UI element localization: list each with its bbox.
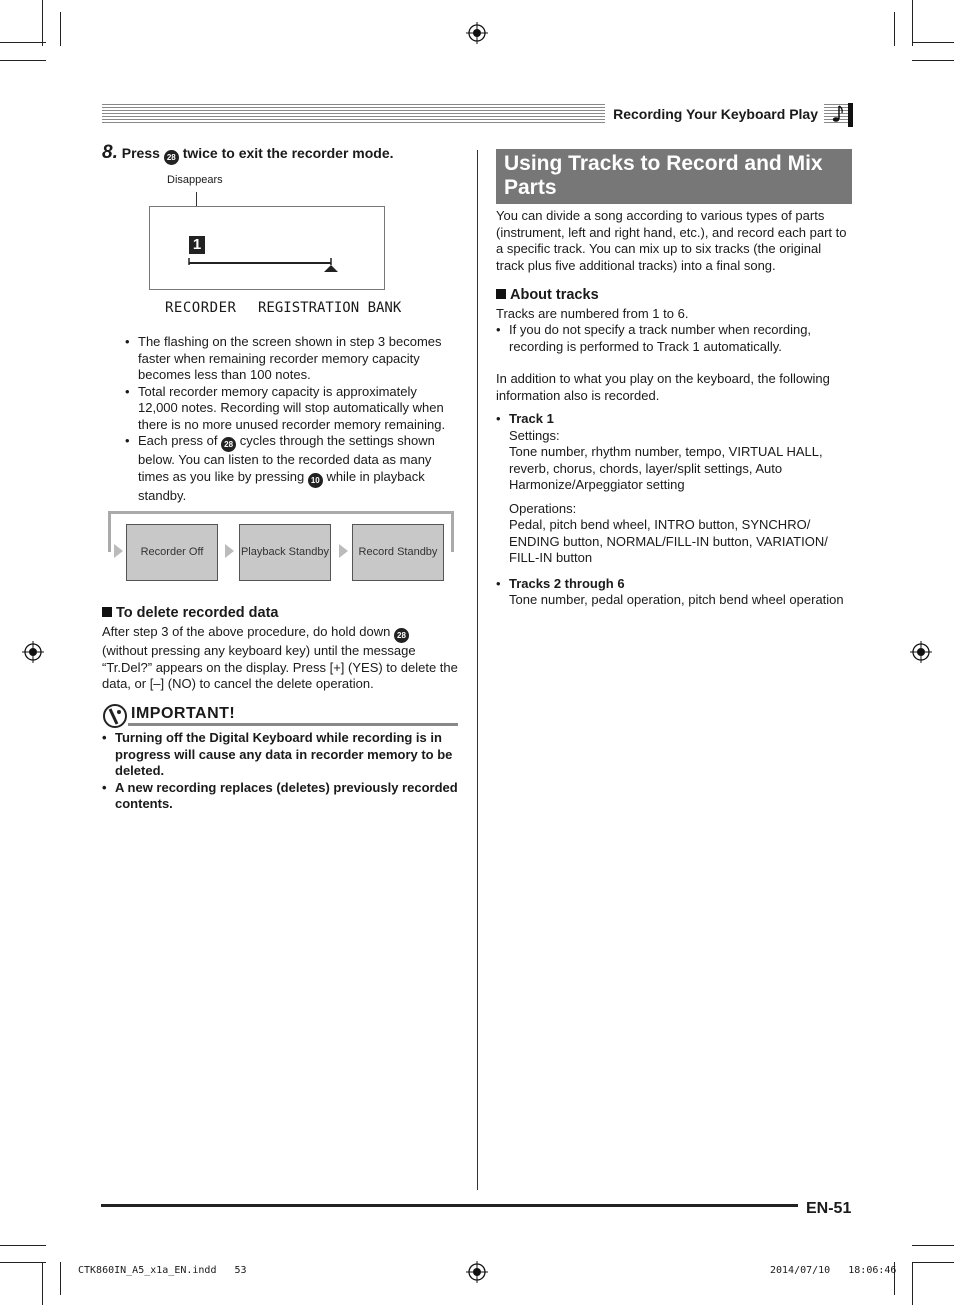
important-label: IMPORTANT!	[131, 705, 236, 722]
list-item: • The flashing on the screen shown in step 3 becomes faster when remaining recorder memory capacity becomes less than 100 notes.	[125, 334, 455, 384]
crop-mark	[0, 1262, 46, 1263]
track-1-settings-text: Tone number, rhythm number, tempo, VIRTUAL HALL, reverb, chorus, chords, layer/split settings, Auto Harmonize/Arpeggiator setting	[509, 444, 823, 492]
list-item	[125, 433, 455, 504]
crop-mark	[0, 1245, 46, 1246]
step-8	[102, 142, 394, 165]
square-bullet-icon	[496, 289, 506, 299]
crop-mark	[912, 0, 913, 46]
about-list	[496, 322, 826, 355]
tracks-list	[496, 411, 852, 609]
delete-title-text: To delete recorded data	[116, 605, 279, 621]
step-number: 8.	[102, 142, 118, 163]
delete-section-title	[102, 605, 279, 621]
section-title-banner: Using Tracks to Record and Mix Parts	[496, 149, 852, 204]
notes-list	[125, 334, 455, 504]
note-text: while in playback standby.	[138, 468, 425, 503]
flow-box-playback-standby: Playback Standby	[239, 524, 331, 581]
crop-mark	[912, 42, 954, 43]
list-item: • Total recorder memory capacity is approximately 12,000 notes. Recording will stop automatically when there is no more unused recorder memory remaining.	[125, 384, 455, 434]
step-text-before: Press	[121, 145, 160, 161]
important-rule	[128, 723, 458, 726]
tracks-2-6-title: • Tracks 2 through 6	[509, 575, 625, 591]
about-title-text: About tracks	[510, 287, 599, 303]
track-1-settings-label: Settings:	[509, 427, 560, 443]
file-info: CTK860IN_A5_x1a_EN.indd 53	[78, 1265, 247, 1276]
button-ref-icon: 28	[164, 150, 179, 165]
list-item: • A new recording replaces (deletes) previously recorded contents.	[102, 780, 458, 813]
memory-bar-indicator	[186, 254, 342, 274]
track-number-badge: 1	[189, 236, 205, 254]
crop-mark	[42, 1262, 43, 1305]
delete-section-text	[102, 624, 458, 693]
delete-text: After step 3 of the above procedure, do hold down	[102, 624, 391, 639]
flow-box-record-standby: Record Standby	[352, 524, 444, 581]
registration-mark-icon	[22, 641, 44, 663]
page-number: EN-51	[806, 1200, 852, 1217]
about-line: Tracks are numbered from 1 to 6.	[496, 306, 689, 321]
tracks-2-6-text: Tone number, pedal operation, pitch bend wheel operation	[509, 592, 844, 607]
flow-arrow-icon	[114, 544, 123, 558]
date-info: 2014/07/10 18:06:46	[770, 1265, 897, 1276]
header-end-bar	[848, 103, 853, 127]
music-note-icon	[830, 104, 844, 124]
crop-mark	[912, 1245, 954, 1246]
track-1-title: • Track 1	[509, 411, 554, 426]
crop-mark	[0, 60, 46, 61]
button-ref-icon: 10	[308, 473, 323, 488]
list-item: • If you do not specify a track number when recording, recording is performed to Track 1 automatically.	[496, 322, 826, 355]
delete-text: (without pressing any keyboard key) until the message “Tr.Del?” appears on the display. Press [+] (YES) to delete the data, or [–] (NO) to cancel the delete operation.	[102, 643, 458, 691]
important-list	[102, 730, 458, 813]
note-text: Each press of	[138, 433, 218, 448]
square-bullet-icon	[102, 607, 112, 617]
callout-label: Disappears	[167, 174, 223, 186]
display-label-recorder: RECORDER	[165, 300, 237, 316]
flow-arrow-icon	[225, 544, 234, 558]
footer-rule	[101, 1204, 798, 1207]
column-divider	[477, 150, 478, 1190]
flow-box-recorder-off: Recorder Off	[126, 524, 218, 581]
crop-mark	[60, 12, 61, 46]
crop-mark	[0, 42, 46, 43]
list-item: • Turning off the Digital Keyboard while recording is in progress will cause any data in recorder memory to be deleted.	[102, 730, 458, 780]
crop-mark	[912, 1262, 913, 1305]
list-item-tracks-2-6	[496, 576, 852, 609]
addition-paragraph: In addition to what you play on the keyboard, the following information also is recorded.	[496, 371, 830, 403]
crop-mark	[60, 1262, 61, 1295]
important-icon	[102, 703, 128, 729]
crop-mark	[894, 12, 895, 46]
crop-mark	[912, 1262, 954, 1263]
about-tracks-title	[496, 287, 599, 303]
track-1-operations-label: Operations:	[509, 500, 577, 516]
display-screen	[149, 206, 385, 290]
registration-mark-icon	[466, 1261, 488, 1283]
track-1-operations-text: Pedal, pitch bend wheel, INTRO button, SYNCHRO/ ENDING button, NORMAL/FILL-IN button, VARIATION/ FILL-IN button	[509, 517, 828, 565]
step-text-after: twice to exit the recorder mode.	[182, 145, 394, 161]
crop-mark	[912, 60, 954, 61]
section-header-title: Recording Your Keyboard Play	[605, 104, 824, 124]
button-ref-icon: 28	[394, 628, 409, 643]
note-text: cycles through the settings shown below. You can listen to the recorded data as many times as you like by pressing	[138, 433, 435, 484]
registration-mark-icon	[910, 641, 932, 663]
list-item-track-1	[496, 411, 852, 567]
intro-paragraph: You can divide a song according to various types of parts (instrument, left and right hand, etc.), and record each part to a specific track. You can mix up to six tracks (the original track plus five additional tracks) into a final song.	[496, 208, 847, 273]
crop-mark	[42, 0, 43, 46]
display-label-registration-bank: REGISTRATION BANK	[258, 300, 402, 316]
flow-arrow-icon	[339, 544, 348, 558]
button-ref-icon: 28	[221, 437, 236, 452]
registration-mark-icon	[466, 22, 488, 44]
